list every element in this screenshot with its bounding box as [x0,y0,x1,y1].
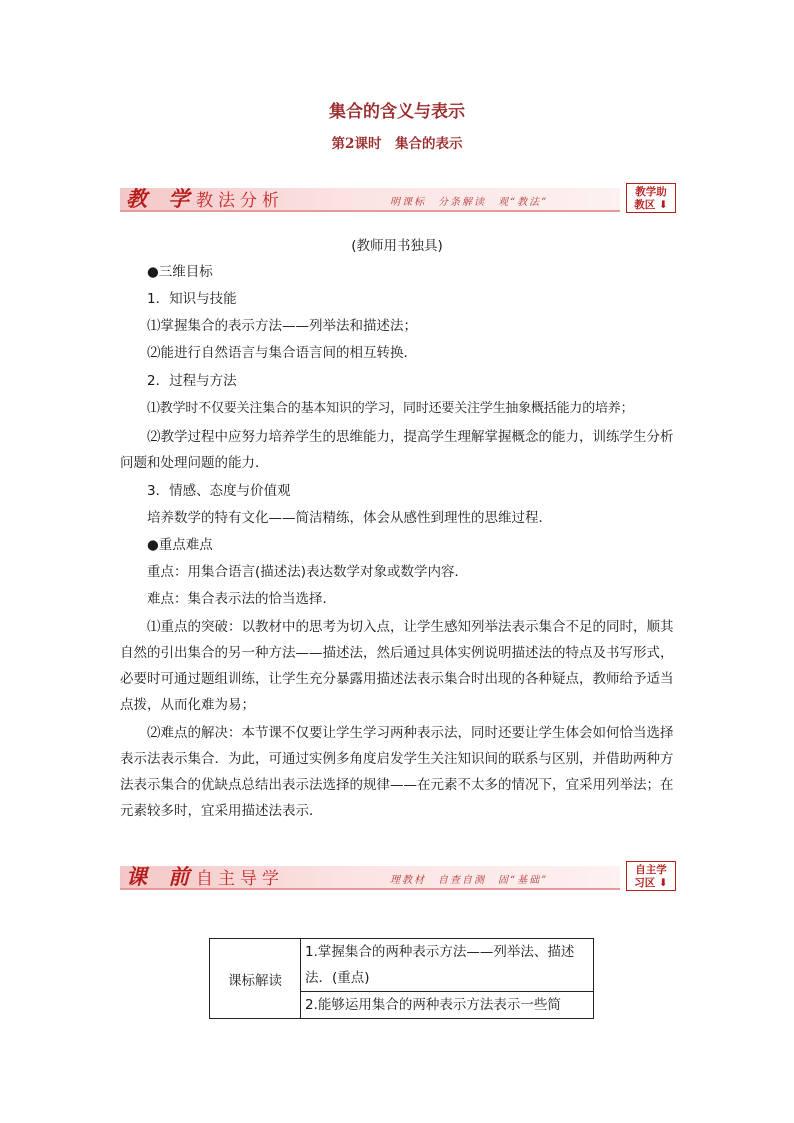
badge-line-2: 教区 ⬇ [634,199,668,211]
key-point: 重点：用集合语言(描述法)表达数学对象或数学内容． [147,564,469,580]
document-title: 集合的含义与表示 [329,102,465,122]
self-study-zone-badge[interactable] [626,861,676,891]
lesson-subtitle: 第2课时 集合的表示 [331,136,463,152]
keys-heading: ●重点难点 [147,537,213,553]
table-row-2: 2.能够运用集合的两种表示方法表示一些简 [301,992,594,1019]
goal-3-item-a: 培养数学的特有文化——简洁精练，体会从感性到理性的思维过程． [147,510,552,526]
goal-1-title: 1．知识与技能 [147,291,237,307]
badge-line-1: 教学助 [635,186,667,198]
section-banner-teaching [120,183,676,215]
banner-small-text: 教法分析 [196,191,284,211]
goal-1-item-a: ⑴掌握集合的表示方法——列举法和描述法； [147,318,417,334]
goals-heading: ●三维目标 [147,264,213,280]
badge-line-1: 自主学 [635,864,667,876]
table-row-1: 1.掌握集合的两种表示方法——列举法、描述法．(重点) [301,939,594,992]
teacher-only-note: (教师用书独具) [351,238,443,254]
banner-small-text: 自主导学 [196,869,284,889]
banner-big-text: 教 学 [126,186,197,211]
banner-motto: 明课标 分条解读 观“教法” [390,197,549,208]
section-banner-preview [120,861,676,893]
banner-motto: 理教材 自查自测 固“基础” [390,875,549,886]
teaching-zone-badge[interactable] [626,183,676,213]
goal-2-title: 2．过程与方法 [147,373,237,389]
badge-line-2: 习区 ⬇ [634,877,668,889]
curriculum-objectives-table [209,938,594,1019]
banner-big-text: 课 前 [126,864,197,889]
goal-3-title: 3．情感、态度与价值观 [147,483,291,499]
goal-2-item-b: ⑵教学过程中应努力培养学生的思维能力，提高学生理解掌握概念的能力，训练学生分析问题和处理问题的能力． [120,429,674,471]
difficulty: 难点：集合表示法的恰当选择． [147,591,336,607]
table-header-cell: 课标解读 [210,939,301,1019]
resolution-paragraph: ⑵难点的解决：本节课不仅要让学生学习两种表示法，同时还要让学生体会如何恰当选择表示法表示集合．为此，可通过实例多角度启发学生关注知识间的联系与区别，并借助两种方法表示集合的优缺点总结出表示法选择的规律——在元素不太多的情况下，宜采用列举法；在元素较多时，宜采用描述法表示． [120,725,674,819]
goal-1-item-b: ⑵能进行自然语言与集合语言间的相互转换． [147,345,417,361]
breakthrough-paragraph: ⑴重点的突破：以教材中的思考为切入点，让学生感知列举法表示集合不足的同时，顺其自然的引出集合的另一种方法——描述法，然后通过具体实例说明描述法的特点及书写形式，必要时可通过题组训练，让学生充分暴露用描述法表示集合时出现的各种疑点，教师给予适当点拨，从而化难为易； [120,619,674,713]
goal-2-item-a: ⑴教学时不仅要关注集合的基本知识的学习，同时还要关注学生抽象概括能力的培养； [147,401,634,416]
